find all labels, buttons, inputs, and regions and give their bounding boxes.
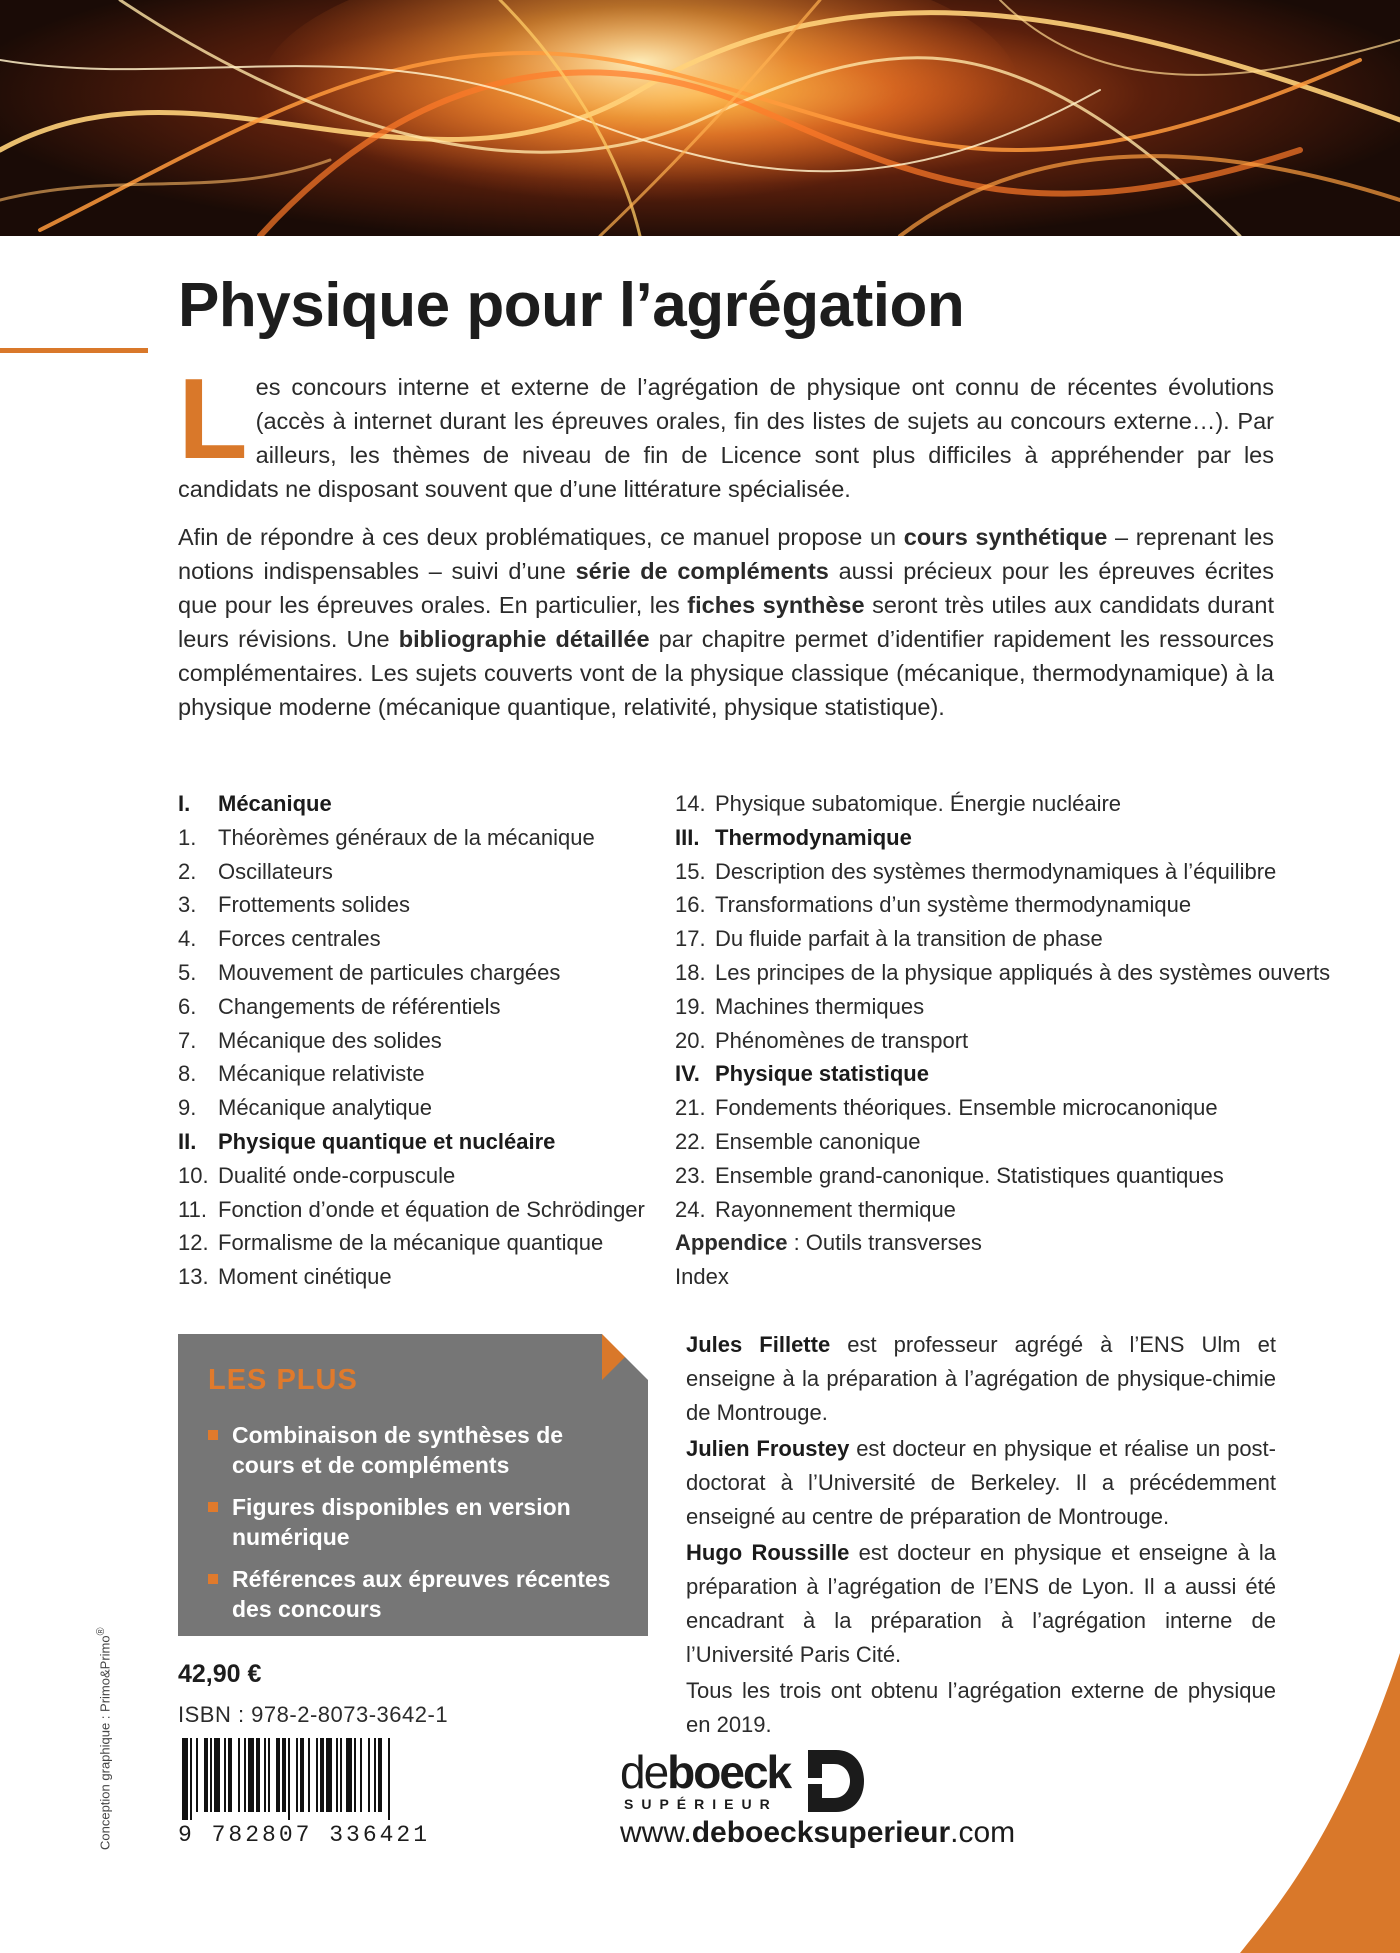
- toc-label: Phénomènes de transport: [715, 1027, 969, 1053]
- intro-paragraph-1: [178, 356, 1274, 506]
- toc-number: II.: [178, 1128, 197, 1154]
- toc-number: 14.: [675, 791, 706, 816]
- toc-label: Fonction d’onde et équation de Schrödinger: [218, 1196, 645, 1222]
- toc-chapter: [178, 888, 658, 922]
- toc-number: 8.: [178, 1061, 197, 1087]
- folded-corner-cutout: [602, 1334, 648, 1380]
- highlight-text: fiches synthèse: [687, 592, 865, 618]
- toc-label: Machines thermiques: [715, 993, 925, 1019]
- toc-label: Forces centrales: [218, 926, 381, 952]
- intro-text: par chapitre permet d’identifier rapidement les ressources complémentaires. Les sujets couverts vont de la physique classique (mécanique, thermodynamique) à la physique moderne (mécanique quantique, relativité, physique statistique).: [178, 626, 1274, 720]
- toc-chapter: [178, 1193, 658, 1227]
- toc-number: 6.: [178, 993, 197, 1019]
- authors-footer: Tous les trois ont obtenu l’agrégation externe de physique en 2019.: [686, 1678, 1276, 1737]
- toc-label: Rayonnement thermique: [715, 1196, 956, 1222]
- intro-text: seront très utiles aux candidats durant leurs révisions. Une: [178, 592, 1274, 652]
- author-text: est docteur en physique et réalise un post-doctorat à l’Université de Berkeley. Il a précédemment enseigné au centre de préparation de Montrouge.: [686, 1436, 1276, 1529]
- highlight-text: cours synthétique: [903, 524, 1108, 550]
- toc-label: Du fluide parfait à la transition de phase: [715, 926, 1103, 952]
- author-bios: [686, 1328, 1276, 1744]
- logo-bold-part: boeck: [667, 1746, 791, 1798]
- highlight-text: série de compléments: [575, 558, 829, 584]
- toc-chapter: [178, 956, 658, 990]
- toc-chapter: [178, 855, 658, 889]
- plus-item: [232, 1564, 632, 1624]
- intro-text: – reprenant les notions indispensables – suivi d’une: [178, 524, 1275, 584]
- toc-number: 7.: [178, 1027, 197, 1053]
- plus-item-text: Références aux épreuves récentes des concours: [232, 1566, 611, 1622]
- drop-cap: L: [178, 356, 248, 483]
- price: 42,90 €: [178, 1660, 262, 1688]
- toc-chapter: [178, 1057, 658, 1091]
- toc-label: Mécanique: [218, 791, 332, 816]
- toc-label: Moment cinétique: [218, 1264, 392, 1290]
- toc-chapter: [178, 1226, 658, 1260]
- intro-text: es concours interne et externe de l’agrégation de physique ont connu de récentes évolutions (accès à internet durant les épreuves orales, fin des listes de sujets au concours externe…). Par ailleurs, les thèmes de niveau de fin de Licence sont plus difficiles à appréhender par les candidats ne disposant souvent que d’une littérature spécialisée.: [178, 374, 1274, 502]
- square-bullet-icon: [208, 1502, 218, 1512]
- toc-chapter: [675, 1125, 1295, 1159]
- toc-chapter: [675, 1091, 1295, 1125]
- toc-number: 9.: [178, 1095, 197, 1121]
- website-suffix: .com: [950, 1816, 1016, 1849]
- toc-number: 1.: [178, 824, 197, 850]
- toc-label: Physique statistique: [715, 1061, 929, 1087]
- toc-label: Mécanique analytique: [218, 1095, 433, 1121]
- toc-number: 24.: [675, 1196, 706, 1222]
- toc-chapter: [675, 1159, 1295, 1193]
- toc-chapter: [178, 922, 658, 956]
- les-plus-heading: LES PLUS: [208, 1364, 358, 1396]
- toc-number: 4.: [178, 926, 197, 952]
- toc-number: 22.: [675, 1128, 706, 1154]
- toc-appendix-text: : Outils transverses: [787, 1230, 982, 1256]
- toc-number: 13.: [178, 1264, 209, 1290]
- toc-number: 23.: [675, 1162, 706, 1188]
- toc-label: Les principes de la physique appliqués à des systèmes ouverts: [715, 959, 1331, 985]
- author-name: Julien Froustey: [686, 1436, 850, 1461]
- toc-number: 16.: [675, 892, 706, 918]
- toc-chapter: [675, 888, 1295, 922]
- toc-label: Mécanique relativiste: [218, 1061, 425, 1087]
- book-title: Physique pour l’agrégation: [178, 271, 965, 340]
- highlight-text: bibliographie détaillée: [398, 626, 650, 652]
- toc-number: I.: [178, 791, 191, 816]
- toc-number: 10.: [178, 1162, 209, 1188]
- toc-chapter: [675, 787, 1295, 821]
- toc-chapter: [675, 956, 1331, 990]
- toc-label: Ensemble grand-canonique. Statistiques quantiques: [715, 1162, 1224, 1188]
- plus-item-text: Figures disponibles en version numérique: [232, 1494, 571, 1550]
- plus-item: [232, 1420, 632, 1480]
- toc-label: Physique quantique et nucléaire: [218, 1128, 556, 1154]
- toc-number: 19.: [675, 993, 706, 1019]
- les-plus-box: [178, 1334, 648, 1636]
- table-of-contents-right: [675, 787, 1331, 1294]
- toc-chapter: [178, 821, 658, 855]
- toc-number: 21.: [675, 1095, 706, 1121]
- toc-label: Formalisme de la mécanique quantique: [218, 1230, 604, 1256]
- toc-chapter: [675, 990, 1295, 1024]
- toc-label: Dualité onde-corpuscule: [218, 1162, 456, 1188]
- toc-chapter: [178, 990, 658, 1024]
- toc-number: 3.: [178, 892, 197, 918]
- accent-line: [0, 348, 148, 353]
- toc-number: 15.: [675, 858, 706, 884]
- author-name: Jules Fillette: [686, 1332, 831, 1357]
- toc-label: Mouvement de particules chargées: [218, 959, 561, 985]
- toc-label: Mécanique des solides: [218, 1027, 442, 1053]
- toc-chapter: [675, 1193, 1295, 1227]
- toc-label: Théorèmes généraux de la mécanique: [218, 824, 595, 850]
- toc-chapter: [178, 1159, 658, 1193]
- plus-item-text: Combinaison de synthèses de cours et de compléments: [232, 1422, 564, 1478]
- square-bullet-icon: [208, 1430, 218, 1440]
- toc-label: Physique subatomique. Énergie nucléaire: [715, 791, 1122, 816]
- toc-chapter: [178, 1260, 658, 1294]
- toc-appendix-label: Appendice: [675, 1230, 788, 1256]
- plus-item: [232, 1492, 632, 1552]
- design-credit: [95, 1627, 112, 1850]
- toc-label: Transformations d’un système thermodynamique: [715, 892, 1192, 918]
- toc-chapter: [675, 922, 1295, 956]
- toc-number: III.: [675, 824, 700, 850]
- toc-number: 11.: [178, 1196, 207, 1222]
- toc-label: Description des systèmes thermodynamiques à l’équilibre: [715, 858, 1277, 884]
- toc-chapter: [178, 1024, 658, 1058]
- toc-label: Thermodynamique: [715, 824, 912, 850]
- intro-text: aussi précieux pour les épreuves écrites que pour les épreuves orales. En particulier, les: [178, 558, 1274, 618]
- toc-part-heading: [675, 821, 1295, 855]
- author-bio: [686, 1432, 1276, 1534]
- square-bullet-icon: [208, 1574, 218, 1584]
- isbn: ISBN : 978-2-8073-3642-1: [178, 1702, 449, 1727]
- toc-label: Frottements solides: [218, 892, 410, 918]
- author-bio: [686, 1536, 1276, 1672]
- toc-number: 18.: [675, 959, 706, 985]
- website-prefix: www.: [620, 1816, 692, 1849]
- toc-part-heading: [675, 1057, 1295, 1091]
- toc-chapter: [178, 1091, 658, 1125]
- logo-light-part: de: [620, 1746, 668, 1798]
- design-credit-text: Conception graphique : Primo&Primo: [97, 1635, 113, 1850]
- toc-chapter: [675, 1024, 1295, 1058]
- publisher-d-mark-icon: [808, 1750, 864, 1812]
- toc-number: 12.: [178, 1230, 209, 1256]
- toc-label: Oscillateurs: [218, 858, 333, 884]
- cover-image: [0, 0, 1400, 236]
- toc-index: Index: [675, 1264, 729, 1290]
- author-bio: [686, 1328, 1276, 1430]
- toc-part-heading: [178, 1125, 658, 1159]
- orange-corner-shape: [1240, 1653, 1400, 1953]
- barcode-digits: 9 782807 336421: [178, 1822, 431, 1848]
- toc-number: IV.: [675, 1061, 700, 1087]
- toc-label: Ensemble canonique: [715, 1128, 921, 1154]
- toc-part-heading: [178, 787, 658, 821]
- toc-chapter: [675, 855, 1295, 889]
- table-of-contents-left: [178, 787, 658, 1294]
- intro-paragraph-2: [178, 520, 1274, 724]
- toc-number: 2.: [178, 858, 197, 884]
- publisher-website[interactable]: [620, 1816, 1015, 1850]
- barcode: [178, 1738, 454, 1820]
- author-text: est docteur en physique et enseigne à la préparation à l’agrégation de l’ENS de Lyon. Il a aussi été encadrant à la préparation à l’agrégation interne de l’Université Paris Cité.: [686, 1540, 1276, 1667]
- toc-label: Changements de référentiels: [218, 993, 501, 1019]
- publisher-logo-text: [620, 1748, 790, 1796]
- website-domain: deboecksuperieur: [691, 1816, 951, 1849]
- publisher-logo-sub: SUPÉRIEUR: [624, 1796, 778, 1812]
- author-text: est professeur agrégé à l’ENS Ulm et enseigne à la préparation à l’agrégation de physique-chimie de Montrouge.: [686, 1332, 1276, 1425]
- author-name: Hugo Roussille: [686, 1540, 850, 1565]
- light-swirl-graphic: [0, 0, 1400, 236]
- intro-text: Afin de répondre à ces deux problématiques, ce manuel propose un: [178, 524, 904, 550]
- toc-appendix: [675, 1226, 1295, 1260]
- toc-label: Fondements théoriques. Ensemble microcanonique: [715, 1095, 1218, 1121]
- toc-number: 20.: [675, 1027, 706, 1053]
- registered-mark: ®: [95, 1627, 107, 1636]
- toc-number: 17.: [675, 926, 706, 952]
- toc-number: 5.: [178, 959, 197, 985]
